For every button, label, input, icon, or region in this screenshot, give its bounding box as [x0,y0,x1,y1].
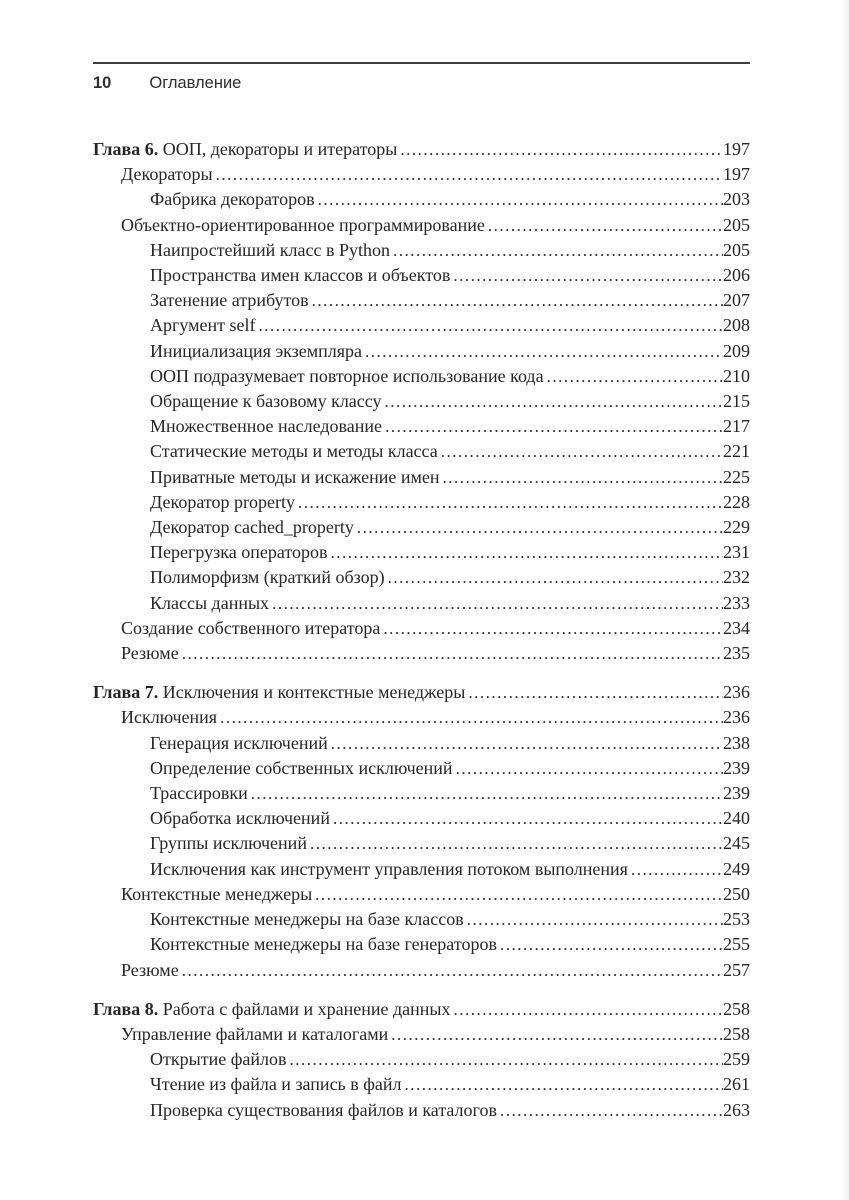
toc-entry [93,1098,750,1123]
toc-entry-title: Затенение атрибутов [150,290,309,311]
toc-entry-title: Классы данных [150,592,270,613]
toc-entry-page: 255 [723,934,750,955]
toc-dot-leader [331,731,723,756]
toc-dot-leader [393,238,723,263]
toc-dot-leader [220,705,723,730]
toc-dot-leader [454,997,723,1022]
toc-entry [93,781,750,806]
toc-entry [93,705,750,730]
toc-entry-title: Определение собственных исключений [150,757,453,778]
toc-entry-page: 258 [723,998,750,1019]
toc-entry [93,313,750,338]
toc-entry [93,490,750,515]
toc-entry-page: 239 [723,783,750,804]
header-rule [93,62,750,64]
toc-entry-page: 249 [723,858,750,879]
toc-dot-leader [272,591,723,616]
toc-dot-leader [216,162,723,187]
toc-entry-title: Глава 8. Работа с файлами и хранение данных [93,998,451,1019]
toc-entry-title: Контекстные менеджеры [121,883,313,904]
toc-entry [93,907,750,932]
toc-dot-leader [315,882,723,907]
toc-entry-page: 257 [723,959,750,980]
toc-entry [93,806,750,831]
toc-entry-title: Декораторы [121,164,213,185]
toc-entry-page: 205 [723,239,750,260]
toc-entry [93,731,750,756]
toc-entry [93,641,750,666]
toc-entry-title: Обработка исключений [150,808,330,829]
toc-chapter-block [93,680,750,982]
toc-entry [93,515,750,540]
toc-dot-leader [182,641,723,666]
toc-dot-leader [383,616,723,641]
toc-entry-title: Резюме [121,643,179,664]
toc-entry-title: Наипростейший класс в Python [150,239,391,260]
toc-entry-title: Статические методы и методы класса [150,441,438,462]
toc-entry [93,263,750,288]
toc-dot-leader [547,364,723,389]
toc-entry-page: 209 [723,340,750,361]
toc-entry-page: 250 [723,883,750,904]
toc-dot-leader [289,1047,723,1072]
toc-entry [93,997,750,1022]
toc-entry-page: 215 [723,391,750,412]
toc-dot-leader [443,465,723,490]
toc-entry [93,187,750,212]
toc-entry-page: 240 [723,808,750,829]
toc-entry-page: 210 [723,365,750,386]
toc-entry [93,958,750,983]
toc-entry-title: Группы исключений [150,833,307,854]
toc-entry [93,137,750,162]
toc-entry-page: 229 [723,517,750,538]
toc-dot-leader [467,907,723,932]
toc-entry-page: 238 [723,732,750,753]
toc-entry [93,616,750,641]
toc-dot-leader [318,187,723,212]
running-header [93,73,750,93]
toc-entry-title: Исключения [121,707,218,728]
toc-dot-leader [400,137,723,162]
toc-dot-leader [385,414,723,439]
toc-chapter-block [93,137,750,666]
toc-entry [93,288,750,313]
toc-entry [93,1047,750,1072]
toc-dot-leader [310,831,723,856]
toc-entry [93,238,750,263]
toc-entry [93,162,750,187]
toc-entry-page: 233 [723,592,750,613]
toc-dot-leader [357,515,723,540]
toc-dot-leader [330,540,723,565]
toc-entry [93,565,750,590]
toc-entry-title: Исключения как инструмент управления потоком выполнения [150,858,628,879]
toc-entry-title: Контекстные менеджеры на базе генераторов [150,934,497,955]
toc-entry-page: 245 [723,833,750,854]
toc-entry-title: Контекстные менеджеры на базе классов [150,909,464,930]
toc-entry-title: Инициализация экземпляра [150,340,363,361]
toc-entry-title: Пространства имен классов и объектов [150,265,451,286]
chapter-prefix: Глава 6. [93,139,163,159]
toc-entry-title: ООП подразумевает повторное использование кода [150,365,544,386]
toc-dot-leader [391,1022,723,1047]
page-edge-shade [840,0,849,1200]
toc-entry [93,339,750,364]
toc-entry [93,591,750,616]
toc-dot-leader [405,1072,723,1097]
toc-entry-title: Фабрика декораторов [150,189,315,210]
toc-dot-leader [182,958,723,983]
toc-entry-page: 206 [723,265,750,286]
toc-entry-page: 225 [723,466,750,487]
running-head-title: Оглавление [149,74,242,92]
book-page [93,0,750,1123]
toc-entry-title: Генерация исключений [150,732,328,753]
toc-dot-leader [251,781,723,806]
toc-entry [93,364,750,389]
toc-dot-leader [388,565,723,590]
toc-entry-page: 259 [723,1049,750,1070]
toc-entry-page: 236 [723,682,750,703]
toc-entry-page: 197 [723,139,750,159]
toc-dot-leader [456,756,723,781]
chapter-prefix: Глава 8. [93,998,163,1019]
toc-entry-page: 217 [723,416,750,437]
toc-entry-title: Глава 7. Исключения и контекстные менеджеры [93,682,466,703]
toc-entry [93,831,750,856]
toc-dot-leader [500,932,723,957]
toc [93,137,750,1123]
toc-entry [93,465,750,490]
chapter-prefix: Глава 7. [93,682,163,703]
toc-entry-title: Открытие файлов [150,1049,287,1070]
toc-entry-title: Перегрузка операторов [150,542,328,563]
toc-entry [93,680,750,705]
toc-dot-leader [631,857,723,882]
toc-entry [93,882,750,907]
toc-entry-page: 235 [723,643,750,664]
toc-dot-leader [453,263,723,288]
toc-entry [93,932,750,957]
toc-entry-title: Резюме [121,959,179,980]
toc-entry-page: 197 [723,164,750,185]
toc-entry-page: 236 [723,707,750,728]
toc-entry-page: 261 [723,1074,750,1095]
toc-entry-page: 253 [723,909,750,930]
toc-entry-title: Приватные методы и искажение имен [150,466,440,487]
toc-entry [93,540,750,565]
toc-entry-title: Множественное наследование [150,416,383,437]
toc-entry [93,213,750,238]
toc-entry-page: 207 [723,290,750,311]
toc-dot-leader [488,213,723,238]
toc-entry-page: 263 [723,1099,750,1120]
toc-entry-title: Чтение из файла и запись в файл [150,1074,402,1095]
toc-entry-page: 205 [723,214,750,235]
toc-entry-page: 232 [723,567,750,588]
toc-entry-page: 221 [723,441,750,462]
toc-entry-title: Объектно-ориентированное программирование [121,214,485,235]
toc-entry-page: 239 [723,757,750,778]
page-number: 10 [93,74,112,92]
toc-entry-page: 228 [723,491,750,512]
toc-dot-leader [333,806,723,831]
toc-entry-title: Глава 6. ООП, декораторы и итераторы [93,139,398,159]
toc-entry [93,414,750,439]
toc-entry-title: Декоратор cached_property [150,517,354,538]
toc-entry-title: Аргумент self [150,315,256,336]
toc-entry [93,1022,750,1047]
toc-entry-title: Проверка существования файлов и каталогов [150,1099,497,1120]
toc-entry-title: Трассировки [150,783,248,804]
toc-entry [93,389,750,414]
toc-entry [93,857,750,882]
toc-dot-leader [441,439,723,464]
toc-entry-title: Полиморфизм (краткий обзор) [150,567,385,588]
toc-entry [93,1072,750,1097]
toc-dot-leader [385,389,723,414]
toc-entry-page: 203 [723,189,750,210]
toc-dot-leader [365,339,723,364]
toc-entry-page: 234 [723,617,750,638]
toc-entry-page: 231 [723,542,750,563]
toc-dot-leader [259,313,723,338]
toc-entry [93,439,750,464]
toc-entry-title: Создание собственного итератора [121,617,381,638]
toc-dot-leader [468,680,723,705]
toc-entry-page: 208 [723,315,750,336]
toc-dot-leader [500,1098,723,1123]
toc-chapter-block [93,997,750,1123]
toc-dot-leader [312,288,723,313]
toc-entry-title: Управление файлами и каталогами [121,1023,389,1044]
toc-entry-title: Обращение к базовому классу [150,391,382,412]
toc-entry-page: 258 [723,1023,750,1044]
toc-dot-leader [298,490,723,515]
toc-entry [93,756,750,781]
toc-entry-title: Декоратор property [150,491,295,512]
